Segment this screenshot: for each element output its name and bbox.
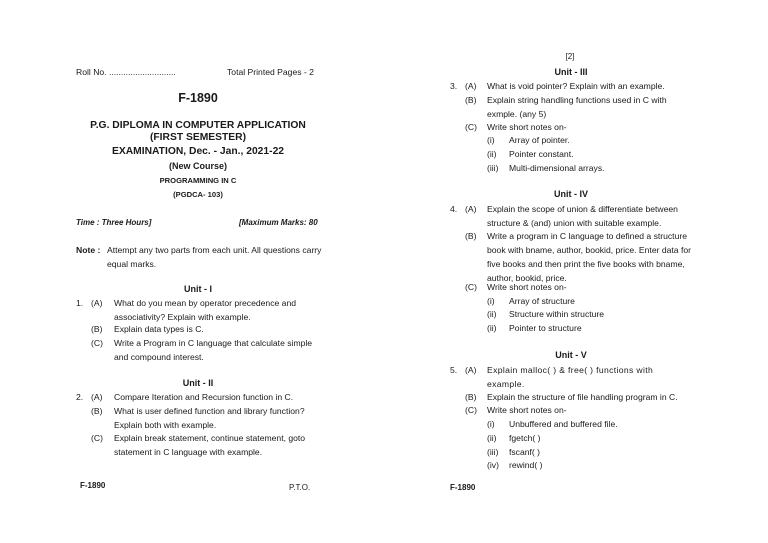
left-footer-code: F-1890 bbox=[80, 481, 106, 490]
pto: P.T.O. bbox=[289, 483, 311, 492]
note-text: Attempt any two parts from each unit. All questions carry equal marks. bbox=[107, 245, 322, 269]
question-1b: (B) Explain data types is C. bbox=[91, 324, 204, 334]
max-marks: [Maximum Marks: 80 bbox=[239, 218, 318, 227]
note-label: Note : bbox=[76, 245, 101, 255]
question-3c: (C) Write short notes on- bbox=[465, 122, 567, 132]
unit-4-heading: Unit - IV bbox=[554, 189, 588, 199]
question-1a: 1. (A) What do you mean by operator precedence and associativity? Explain with example. bbox=[76, 298, 297, 322]
paper-code: F-1890 bbox=[178, 91, 218, 105]
unit-2-heading: Unit - II bbox=[182, 378, 214, 388]
question-1c: (C) Write a Program in C language that calculate simple and compound interest. bbox=[91, 338, 313, 362]
course-name: PROGRAMMING IN C bbox=[159, 176, 237, 185]
right-footer-code: F-1890 bbox=[450, 483, 476, 492]
title-line-3: EXAMINATION, Dec. - Jan., 2021-22 bbox=[111, 146, 285, 157]
question-5c: (C) Write short notes on- bbox=[465, 405, 567, 415]
question-2b: (B) What is user defined function and library function? Explain both with example. bbox=[91, 406, 305, 430]
question-4c: (C) Write short notes on- bbox=[465, 282, 567, 292]
question-2a: 2. (A) Compare Iteration and Recursion function in C. bbox=[76, 392, 294, 402]
note bbox=[76, 243, 322, 273]
time-label: Time : Three Hours] bbox=[76, 218, 152, 227]
unit-1-heading: Unit - I bbox=[184, 284, 212, 294]
page-number: [2] bbox=[565, 52, 575, 61]
question-5a: 5. (A) Explain malloc( ) & free( ) functions with example. bbox=[450, 365, 654, 389]
question-4b: (B) Write a program in C language to defined a structure book with bname, author, bookid, price. Enter data for five books and then print the five books with bname, author, bookid, price. bbox=[465, 231, 691, 283]
title-line-4: (New Course) bbox=[168, 161, 227, 171]
total-pages: Total Printed Pages - 2 bbox=[227, 67, 314, 77]
roll-no: Roll No. ............................ bbox=[76, 67, 176, 77]
question-5b: (B) Explain the structure of file handling program in C. bbox=[465, 392, 678, 402]
title-line-1: P.G. DIPLOMA IN COMPUTER APPLICATION bbox=[90, 120, 306, 131]
question-2c: (C) Explain break statement, continue statement, goto statement in C language with example. bbox=[91, 433, 306, 457]
title-line-2: (FIRST SEMESTER) bbox=[149, 132, 247, 143]
course-code: (PGDCA- 103) bbox=[173, 190, 223, 199]
question-3a: 3. (A) What is void pointer? Explain with an example. bbox=[450, 81, 665, 91]
question-3b: (B) Explain string handling functions used in C with exmple. (any 5) bbox=[465, 95, 667, 119]
question-4a: 4. (A) Explain the scope of union & differentiate between structure & (and) union with suitable example. bbox=[450, 204, 678, 228]
unit-5-heading: Unit - V bbox=[555, 350, 587, 360]
unit-3-heading: Unit - III bbox=[554, 67, 588, 77]
